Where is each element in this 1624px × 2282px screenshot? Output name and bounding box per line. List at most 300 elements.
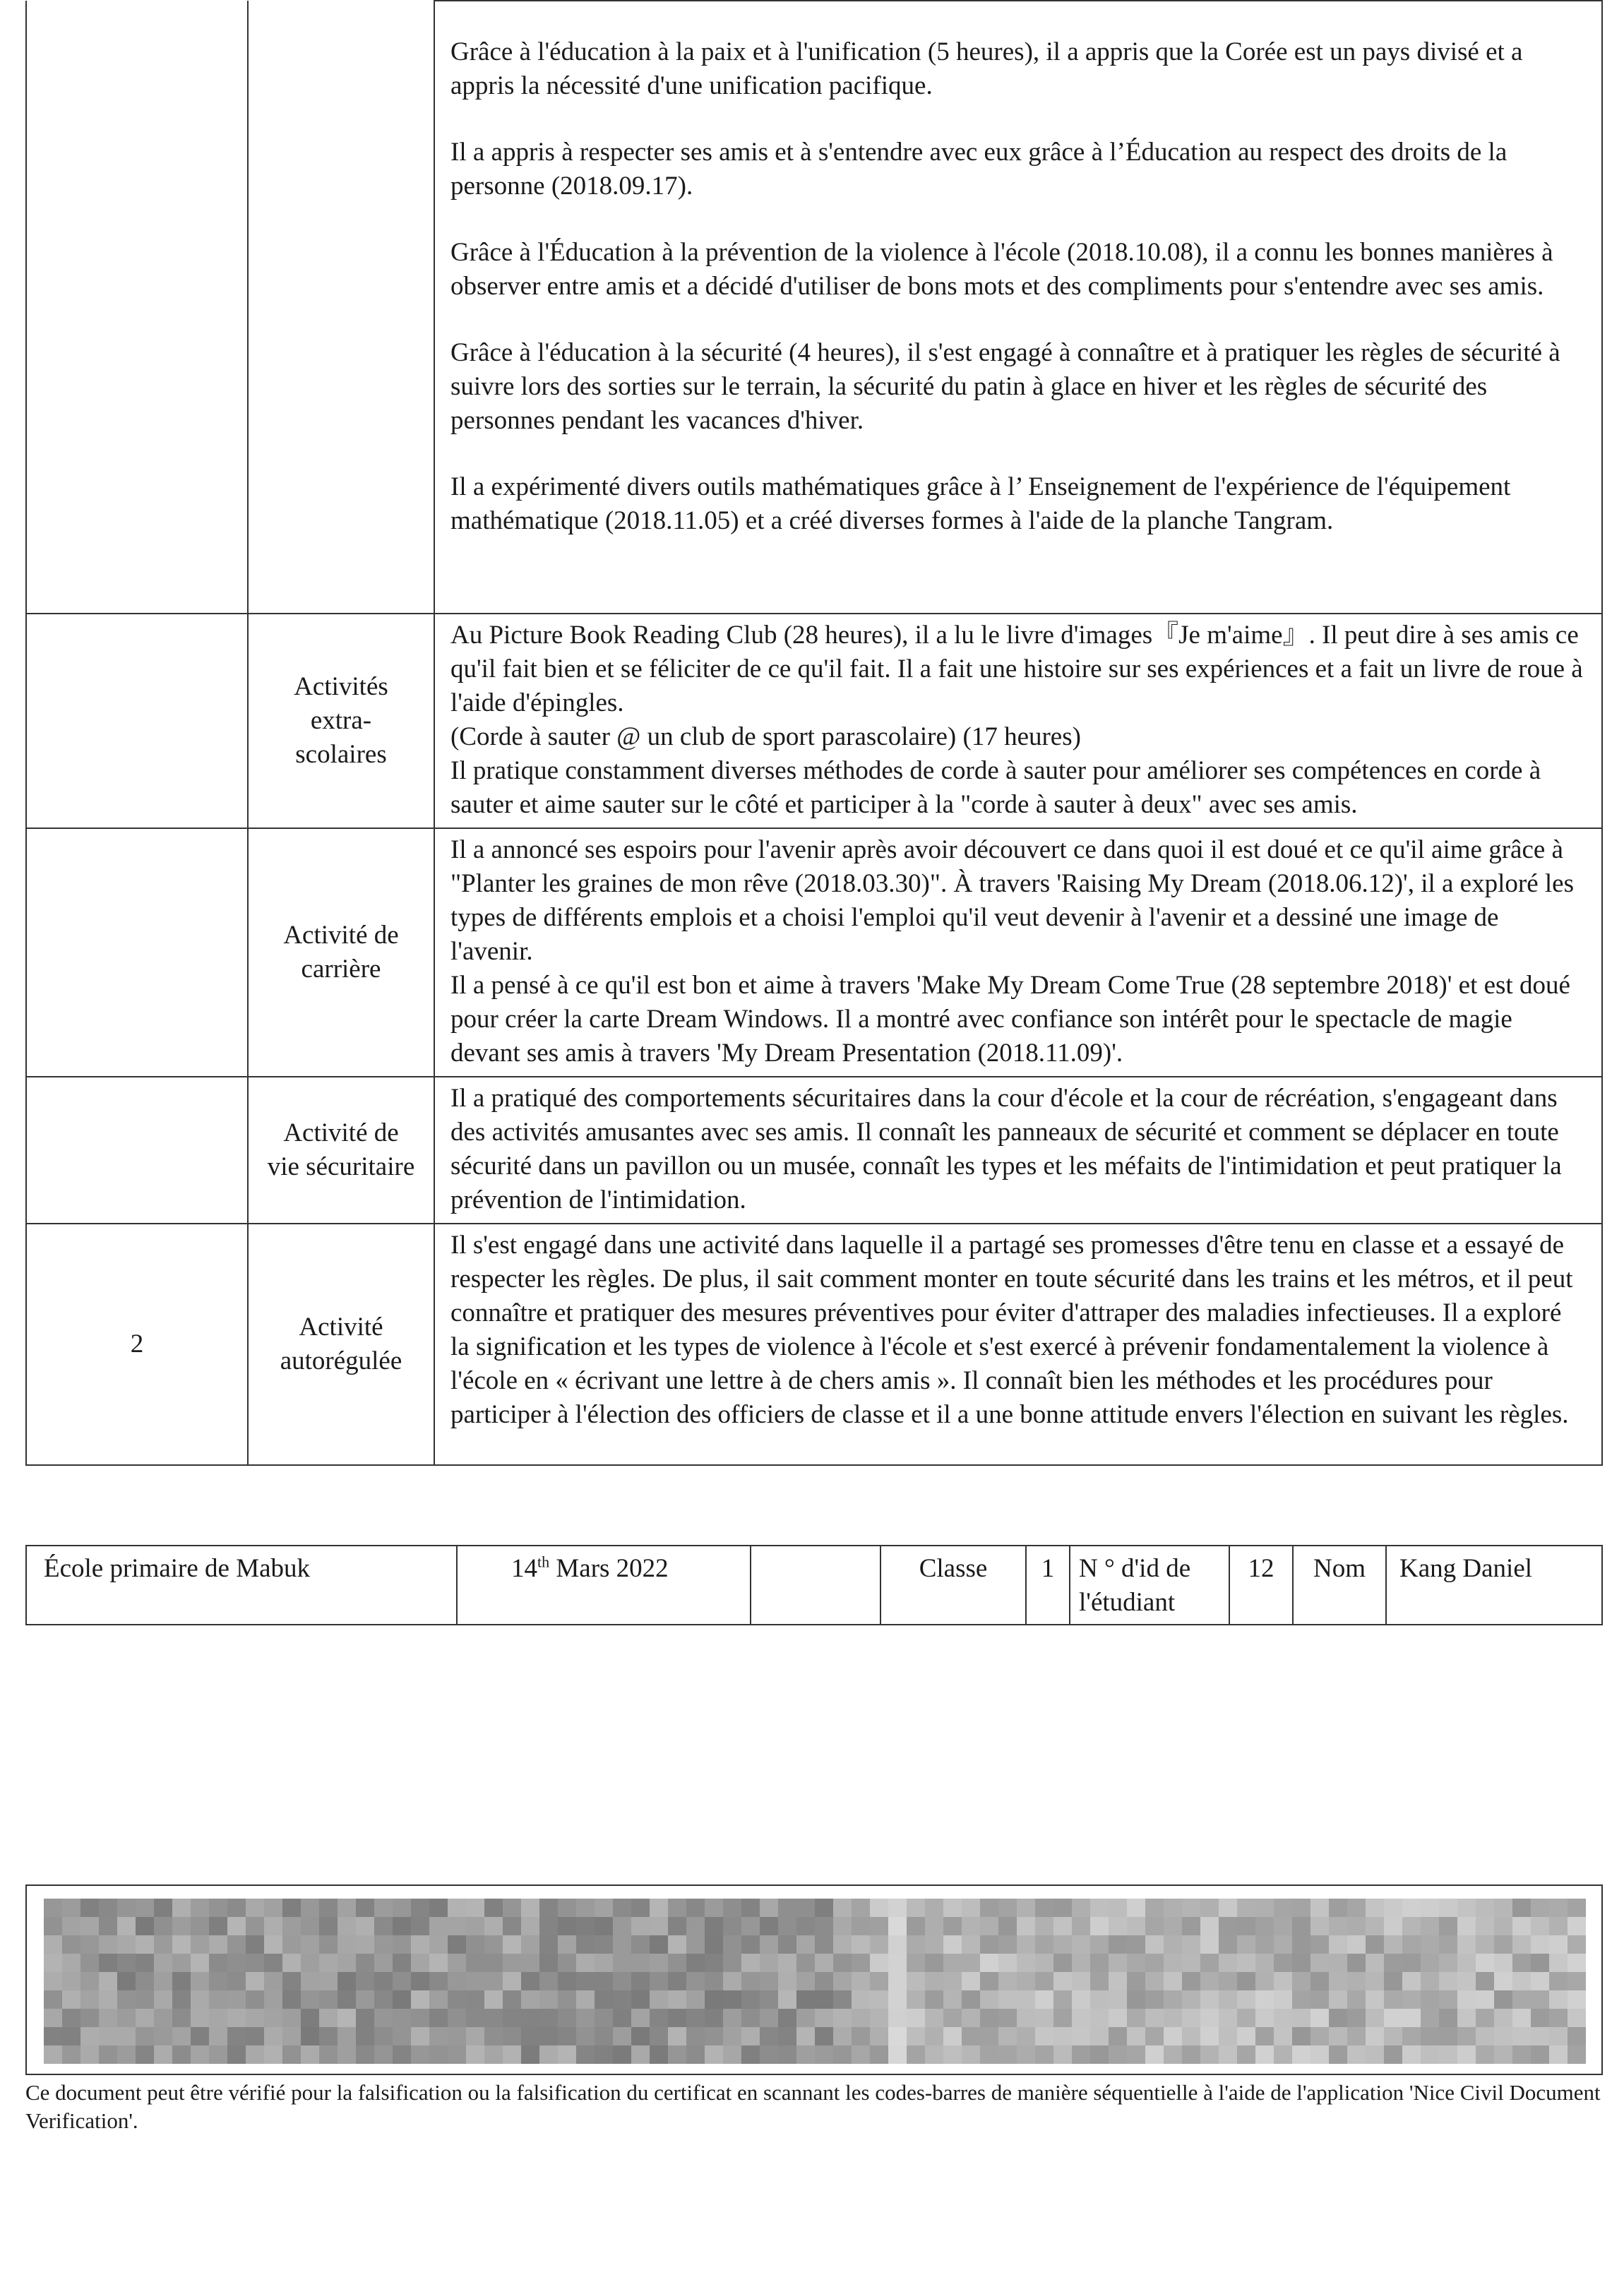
barcode-pixel (393, 2027, 411, 2045)
barcode-pixel (282, 1935, 301, 1954)
barcode-pixel (1109, 2027, 1127, 2045)
barcode-pixel (1476, 1990, 1494, 2009)
barcode-pixel (686, 1972, 705, 1990)
barcode-pixel (429, 1954, 448, 1972)
barcode-pixel (1292, 1954, 1310, 1972)
barcode-pixel (1109, 1954, 1127, 1972)
barcode-pixel (411, 1954, 429, 1972)
barcode-pixel (1439, 1917, 1457, 1935)
paragraph: (Corde à sauter @ un club de sport parascolaire) (17 heures) (450, 722, 1081, 751)
barcode-pixel (209, 2009, 227, 2027)
date-day: 14 (511, 1554, 537, 1583)
barcode-pixel (833, 1972, 852, 1990)
barcode-pixel (1402, 2027, 1421, 2045)
barcode-pixel (264, 1972, 282, 1990)
barcode-pixel (1366, 1972, 1384, 1990)
barcode-pixel (539, 1899, 558, 1917)
barcode-pixel (907, 1954, 925, 1972)
barcode-pixel (760, 1990, 778, 2009)
barcode-pixel (338, 1935, 356, 1954)
barcode-pixel (80, 1899, 99, 1917)
barcode-pixel (888, 2027, 907, 2045)
barcode-pixel (980, 2009, 998, 2027)
barcode-pixel (888, 1954, 907, 1972)
barcode-pixel (246, 2009, 264, 2027)
barcode-pixel (356, 2045, 374, 2064)
barcode-pixel (1347, 1935, 1366, 1954)
barcode-pixel (172, 1990, 191, 2009)
student-id-label: N ° d'id de l'étudiant (1070, 1546, 1229, 1625)
blank-cell (751, 1546, 880, 1625)
barcode-pixel (1200, 1972, 1219, 1990)
barcode-pixel (1531, 1917, 1549, 1935)
paragraph: Grâce à l'éducation à la paix et à l'unification (5 heures), il a appris que la Corée est un pays divisé et a appris la nécessité d'une unification pacifique. (450, 37, 1523, 100)
barcode-pixel (1164, 1917, 1182, 1935)
barcode-pixel (998, 2045, 1017, 2064)
barcode-pixel (741, 2009, 760, 2027)
paragraph: Il a pratiqué des comportements sécuritaires dans la cour d'école et la cour de récréation, s'engageant dans des activités amusantes avec ses amis. Il connaît les panneaux de sécurité et comment se déplacer en toute sécurité dans un pavillon ou un musée, connaît les types et les méfaits de l'intimidation et peut pratiquer la prévention de l'intimidation. (450, 1084, 1562, 1214)
barcode-pixel (650, 2027, 668, 2045)
barcode-pixel (613, 1935, 631, 1954)
barcode-pixel (172, 1899, 191, 1917)
barcode-pixel (1035, 2045, 1053, 2064)
barcode-pixel (411, 2027, 429, 2045)
barcode-pixel (1329, 1972, 1347, 1990)
barcode-pixel (1384, 1917, 1402, 1935)
barcode-pixel (503, 2045, 521, 2064)
barcode-pixel (319, 1954, 338, 1972)
barcode-pixel (1035, 1972, 1053, 1990)
barcode-pixel (595, 2027, 613, 2045)
barcode-pixel (686, 1917, 705, 1935)
barcode-pixel (576, 2027, 595, 2045)
grade-cell-blank (26, 614, 248, 828)
barcode-pixel (998, 1917, 1017, 1935)
barcode-pixel (1549, 1990, 1568, 2009)
barcode-pixel (1219, 1990, 1237, 2009)
barcode-pixel (1549, 1899, 1568, 1917)
barcode-pixel (760, 2027, 778, 2045)
barcode-pixel (888, 2045, 907, 2064)
barcode-pixel (154, 2027, 172, 2045)
barcode-pixel (1164, 2027, 1182, 2045)
barcode-pixel (1255, 1917, 1274, 1935)
barcode-pixel (650, 1990, 668, 2009)
barcode-pixel (1035, 2009, 1053, 2027)
barcode-pixel (870, 1917, 888, 1935)
barcode-pixel (1310, 1917, 1329, 1935)
barcode-pixel (411, 2009, 429, 2027)
barcode-pixel (778, 2009, 796, 2027)
barcode-pixel (1127, 1990, 1145, 2009)
barcode-pixel (925, 1917, 943, 1935)
barcode-pixel (1053, 1935, 1072, 1954)
barcode-pixel (466, 1990, 484, 2009)
barcode-pixel (338, 1899, 356, 1917)
barcode-pixel (1402, 1899, 1421, 1917)
barcode-pixel (943, 1899, 962, 1917)
barcode-pixel (631, 2045, 650, 2064)
barcode-pixel (1072, 1972, 1090, 1990)
date-month-year: Mars 2022 (549, 1554, 669, 1583)
barcode-pixel (650, 1954, 668, 1972)
barcode-pixel (1219, 2027, 1237, 2045)
barcode-pixel (1476, 2045, 1494, 2064)
barcode-pixel (1421, 1972, 1439, 1990)
barcode-pixel (1109, 1935, 1127, 1954)
barcode-pixel (576, 1899, 595, 1917)
barcode-pixel (1457, 1972, 1476, 1990)
barcode-pixel (80, 1917, 99, 1935)
class-label: Classe (880, 1546, 1026, 1625)
activities-table (25, 0, 1603, 1466)
barcode-pixel (741, 1899, 760, 1917)
barcode-pixel (1035, 1935, 1053, 1954)
barcode-pixel (962, 2027, 980, 2045)
barcode-pixel (1017, 1899, 1035, 1917)
barcode-pixel (760, 1972, 778, 1990)
barcode-pixel (301, 1954, 319, 1972)
paragraph: Il s'est engagé dans une activité dans laquelle il a partagé ses promesses d'être tenu en classe et a essayé de respecter les règles. De plus, il sait comment monter en toute sécurité dans les trains et les métros, et il peut connaître et pratiquer des mesures préventives pour éviter d'attraper des maladies infectieuses. Il a exploré la signification et les types de violence à l'école et s'est exercé à prévenir fondamentalement la violence à l'école en « écrivant une lettre à de chers amis ». Il connaît bien les méthodes et les procédures pour participer à l'élection des officiers de classe et il a une bonne attitude envers l'élection en suivant les règles. (450, 1231, 1573, 1429)
barcode-pixel (576, 1917, 595, 1935)
barcode-pixel (62, 2045, 80, 2064)
barcode-pixel (796, 1917, 815, 1935)
barcode-pixel (668, 2027, 686, 2045)
barcode-pixel (1292, 2009, 1310, 2027)
barcode-pixel (1219, 1899, 1237, 1917)
barcode-pixel (613, 2045, 631, 2064)
barcode-pixel (503, 2009, 521, 2027)
barcode-pixel (136, 1917, 154, 1935)
barcode-pixel (1090, 2045, 1109, 2064)
barcode-pixel (1476, 1972, 1494, 1990)
barcode-pixel (888, 1972, 907, 1990)
barcode-pixel (1512, 1917, 1531, 1935)
barcode-pixel (448, 2045, 466, 2064)
barcode-pixel (1200, 2027, 1219, 2045)
barcode-pixel (925, 1990, 943, 2009)
barcode-pixel (246, 1935, 264, 1954)
barcode-pixel (1090, 1899, 1109, 1917)
date-suffix: th (537, 1553, 550, 1571)
barcode-pixel (852, 1935, 870, 1954)
barcode-pixel (576, 2009, 595, 2027)
barcode-pixel (80, 1935, 99, 1954)
barcode-pixel (796, 1972, 815, 1990)
barcode-pixel (980, 1917, 998, 1935)
barcode-pixel (154, 1990, 172, 2009)
barcode-pixel (870, 1954, 888, 1972)
barcode-pixel (301, 2009, 319, 2027)
barcode-pixel (576, 1954, 595, 1972)
barcode-pixel (741, 2045, 760, 2064)
barcode-pixel (62, 1899, 80, 1917)
barcode-pixel (1255, 2045, 1274, 2064)
barcode-pixel (539, 1972, 558, 1990)
barcode-pixel (1384, 2027, 1402, 2045)
barcode-pixel (282, 1917, 301, 1935)
barcode-pixel (1457, 2009, 1476, 2027)
barcode-pixel (374, 2045, 393, 2064)
barcode-pixel (227, 1990, 246, 2009)
barcode-pixel (1017, 1972, 1035, 1990)
barcode-pixel (209, 1972, 227, 1990)
barcode-pixel (1053, 2045, 1072, 2064)
barcode-pixel (1366, 1935, 1384, 1954)
barcode-pixel (723, 2009, 741, 2027)
barcode-pixel (595, 2045, 613, 2064)
paragraph: Grâce à l'Éducation à la prévention de la violence à l'école (2018.10.08), il a connu les bonnes manières à observer entre amis et a décidé d'utiliser de bons mots et des compliments pour s'entendre avec ses amis. (450, 238, 1553, 301)
barcode-pixel (1549, 1935, 1568, 1954)
barcode-pixel (1421, 1917, 1439, 1935)
barcode-pixel (99, 2009, 117, 2027)
barcode-pixel (1549, 2027, 1568, 2045)
barcode-pixel (1072, 1899, 1090, 1917)
barcode-pixel (136, 2045, 154, 2064)
barcode-pixel (301, 1972, 319, 1990)
barcode-pixel (1384, 2009, 1402, 2027)
barcode-pixel (558, 1935, 576, 1954)
barcode-pixel (1494, 2027, 1512, 2045)
barcode-pixel (1255, 1990, 1274, 2009)
barcode-pixel (448, 2009, 466, 2027)
barcode-pixel (1512, 2009, 1531, 2027)
barcode-pixel (686, 2009, 705, 2027)
barcode-pixel (319, 2009, 338, 2027)
barcode-pixel (1090, 1917, 1109, 1935)
barcode-pixel (1182, 1899, 1200, 1917)
barcode-pixel (1090, 2027, 1109, 2045)
barcode-pixel (484, 1899, 503, 1917)
barcode-pixel (705, 1954, 723, 1972)
barcode-pixel (1384, 1972, 1402, 1990)
barcode-pixel (686, 1899, 705, 1917)
barcode-pixel (429, 1972, 448, 1990)
issue-date (457, 1546, 751, 1625)
barcode-pixel (1366, 2027, 1384, 2045)
barcode-pixel (1421, 1954, 1439, 1972)
barcode-pixel (80, 1954, 99, 1972)
barcode-pixel (484, 2009, 503, 2027)
paragraph: Il a annoncé ses espoirs pour l'avenir après avoir découvert ce dans quoi il est doué et ce qu'il aime grâce à "Planter les graines de mon rêve (2018.03.30)". À travers 'Raising My Dream (2018.06.12)', il a exploré les types de différents emplois et a choisi l'emploi qu'il veut devenir à l'avenir et a dessiné une image de l'avenir. (450, 835, 1574, 966)
barcode-pixel (1072, 2009, 1090, 2027)
barcode-pixel (1164, 2009, 1182, 2027)
barcode-pixel (613, 1990, 631, 2009)
barcode-pixel (723, 1935, 741, 1954)
barcode-pixel (466, 1954, 484, 1972)
barcode-pixel (246, 2045, 264, 2064)
barcode-pixel (668, 1972, 686, 1990)
barcode-pixel (1531, 1990, 1549, 2009)
barcode-pixel (1237, 1954, 1255, 1972)
barcode-pixel (246, 1972, 264, 1990)
barcode-pixel (80, 2009, 99, 2027)
barcode-pixel (815, 1954, 833, 1972)
barcode-pixel (191, 1972, 209, 1990)
barcode-pixel (99, 1990, 117, 2009)
barcode-pixel (815, 1990, 833, 2009)
paragraph: Il a pensé à ce qu'il est bon et aime à travers 'Make My Dream Come True (28 septembre 2018)' et est doué pour créer la carte Dream Windows. Il a montré avec confiance son intérêt pour le spectacle de magie devant ses amis à travers 'My Dream Presentation (2018.11.09)'. (450, 971, 1570, 1068)
paragraph: Il pratique constamment diverses méthodes de corde à sauter pour améliorer ses compétences en corde à sauter et aime sauter sur le côté et participer à la "corde à sauter à deux" avec ses amis. (450, 756, 1541, 819)
barcode-pixel (1292, 1990, 1310, 2009)
barcode-pixel (1035, 1899, 1053, 1917)
barcode-pixel (319, 1990, 338, 2009)
barcode-pixel (1457, 1917, 1476, 1935)
barcode-pixel (264, 1917, 282, 1935)
barcode-pixel (962, 2009, 980, 2027)
barcode-pixel (1512, 1972, 1531, 1990)
barcode-pixel (136, 1972, 154, 1990)
barcode-pixel (136, 2009, 154, 2027)
barcode-pixel (1421, 2027, 1439, 2045)
barcode-pixel (1347, 1972, 1366, 1990)
barcode-pixel (1384, 1899, 1402, 1917)
barcode-pixel (1274, 1972, 1292, 1990)
barcode-pixel (1200, 1990, 1219, 2009)
barcode-pixel (852, 1990, 870, 2009)
barcode-pixel (1127, 1917, 1145, 1935)
barcode-pixel (1384, 2045, 1402, 2064)
barcode-pixel (631, 1954, 650, 1972)
barcode-pixel (1219, 1935, 1237, 1954)
barcode-pixel (429, 1899, 448, 1917)
barcode-pixel (1237, 1972, 1255, 1990)
barcode-pixel (1329, 1935, 1347, 1954)
grade-cell-blank (26, 828, 248, 1077)
extracurricular-content (434, 614, 1602, 828)
area-label-extracurricular: Activités extra-scolaires (248, 614, 434, 828)
barcode-pixel (1366, 1917, 1384, 1935)
barcode-pixel (1421, 1990, 1439, 2009)
barcode-pixel (484, 1954, 503, 1972)
barcode-pixel (558, 2009, 576, 2027)
barcode-pixel (1402, 2045, 1421, 2064)
barcode-pixel (870, 2045, 888, 2064)
barcode-pixel (650, 2045, 668, 2064)
barcode-pixel (227, 2045, 246, 2064)
barcode-pixel (613, 1917, 631, 1935)
barcode-pixel (466, 1972, 484, 1990)
barcode-pixel (227, 2027, 246, 2045)
barcode-pixel (907, 1990, 925, 2009)
barcode-pixel (319, 1899, 338, 1917)
barcode-pixel (1402, 1990, 1421, 2009)
barcode-pixel (154, 1917, 172, 1935)
barcode-pixel (172, 1972, 191, 1990)
barcode-pixel (374, 1917, 393, 1935)
barcode-pixel (1476, 2009, 1494, 2027)
barcode-pixel (1494, 2009, 1512, 2027)
barcode-pixel (154, 1935, 172, 1954)
barcode-pixel (484, 2045, 503, 2064)
barcode-pixel (998, 1899, 1017, 1917)
student-name: Kang Daniel (1386, 1546, 1602, 1625)
barcode-pixel (246, 2027, 264, 2045)
barcode-pixel (1200, 1954, 1219, 1972)
barcode-pixel (338, 1917, 356, 1935)
barcode-pixel (44, 1954, 62, 1972)
barcode-pixel (484, 1917, 503, 1935)
barcode-pixel (870, 1990, 888, 2009)
barcode-pixel (429, 1935, 448, 1954)
barcode-pixel (723, 1917, 741, 1935)
barcode-pixel (1274, 1990, 1292, 2009)
barcode-pixel (631, 1990, 650, 2009)
barcode-pixel (117, 1917, 136, 1935)
barcode-pixel (852, 1917, 870, 1935)
barcode-pixel (1053, 2027, 1072, 2045)
barcode-pixel (1072, 1917, 1090, 1935)
barcode-pixel (448, 1954, 466, 1972)
barcode-pixel (705, 1972, 723, 1990)
barcode-pixel (668, 2009, 686, 2027)
barcode-pixel (888, 1935, 907, 1954)
barcode-pixel (1274, 2009, 1292, 2027)
barcode-pixel (980, 1972, 998, 1990)
barcode-pixel (429, 2027, 448, 2045)
barcode-pixel (411, 2045, 429, 2064)
barcode-pixel (99, 1935, 117, 1954)
barcode-pixel (723, 1954, 741, 1972)
barcode-pixel (1109, 1990, 1127, 2009)
barcode-pixel (852, 1954, 870, 1972)
barcode-pixel (172, 1954, 191, 1972)
barcode-pixel (246, 1917, 264, 1935)
barcode-pixel (1366, 2009, 1384, 2027)
barcode-pixel (99, 1917, 117, 1935)
barcode-pixel (393, 1972, 411, 1990)
barcode-pixel (796, 2045, 815, 2064)
barcode-pixel (1109, 1972, 1127, 1990)
grade-cell-blank (26, 1077, 248, 1224)
barcode-pixel (1549, 2009, 1568, 2027)
barcode-pixel (962, 1972, 980, 1990)
barcode-pixel (1568, 1899, 1586, 1917)
student-info-table (25, 1545, 1603, 1625)
barcode-pixel (393, 1935, 411, 1954)
barcode-pixel (136, 2027, 154, 2045)
barcode-pixel (80, 2027, 99, 2045)
barcode-pixel (1384, 1990, 1402, 2009)
barcode-pixel (411, 1935, 429, 1954)
barcode-pixel (1347, 1899, 1366, 1917)
barcode-pixel (1366, 1990, 1384, 2009)
barcode-pixel (1237, 2009, 1255, 2027)
barcode-pixel (723, 2027, 741, 2045)
barcode-pixel (521, 1972, 539, 1990)
barcode-pixel (1531, 2009, 1549, 2027)
barcode-pixel (778, 1972, 796, 1990)
barcode-pixel (1292, 1899, 1310, 1917)
barcode-pixel (888, 1899, 907, 1917)
barcode-pixel (429, 2045, 448, 2064)
barcode-pixel (99, 2027, 117, 2045)
barcode-pixel (1531, 2027, 1549, 2045)
barcode-pixel (1531, 2045, 1549, 2064)
barcode-pixel (962, 1899, 980, 1917)
barcode-pixel (1329, 2027, 1347, 2045)
barcode-pixel (1072, 2027, 1090, 2045)
barcode-pixel (943, 1990, 962, 2009)
barcode-pixel (686, 1935, 705, 1954)
barcode-pixel (1200, 2045, 1219, 2064)
barcode-pixel (264, 1954, 282, 1972)
barcode-pixel (1549, 1972, 1568, 1990)
barcode-pixel (301, 1935, 319, 1954)
barcode-pixel (760, 2045, 778, 2064)
barcode-pixel (796, 1935, 815, 1954)
table-row (26, 1224, 1602, 1465)
